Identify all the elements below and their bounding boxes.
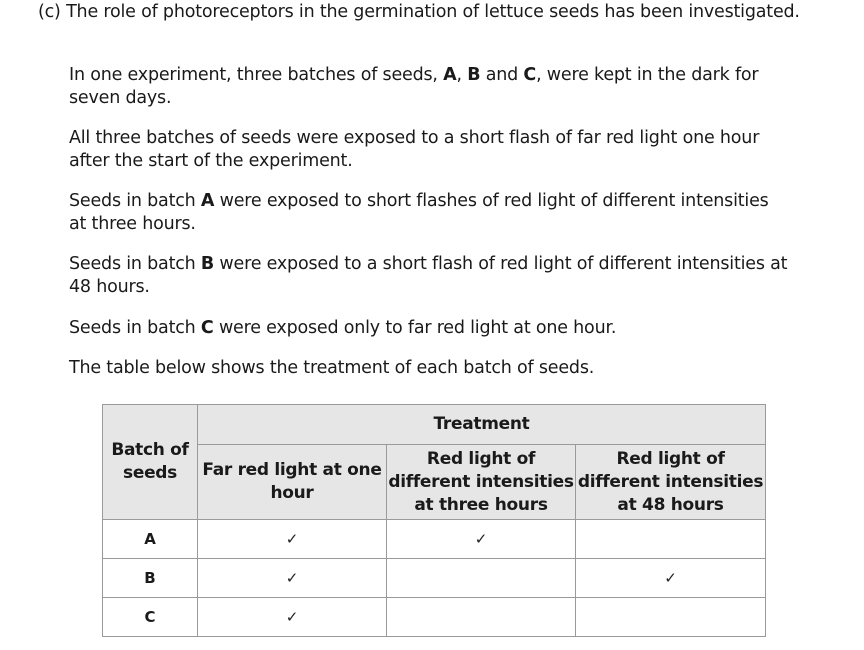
p4-text-after: were exposed to a short flash of red light of different intensities at 48 hours.: [69, 254, 788, 297]
paragraph-batch-a: [69, 190, 789, 236]
p1-batch-a: A: [443, 65, 457, 85]
p5-batch: C: [200, 318, 214, 338]
batch-cell: C: [103, 598, 198, 637]
table-row: [103, 520, 766, 559]
paragraph-batch-b: [69, 253, 789, 299]
tick-cell: [576, 520, 766, 559]
p5-text-before: Seeds in batch: [69, 318, 201, 338]
table-row: [103, 598, 766, 637]
column-header-red-48-hours: Red light of different intensities at 48 hours: [576, 445, 766, 520]
p3-batch: A: [200, 191, 215, 211]
p4-batch: B: [200, 254, 215, 274]
tick-cell: [387, 598, 576, 637]
paragraph-far-red: All three batches of seeds were exposed to a short flash of far red light one hour after the start of the experiment.: [69, 128, 760, 171]
p1-text-before: In one experiment, three batches of seeds,: [69, 65, 444, 85]
tick-cell: ✓: [198, 559, 387, 598]
question-intro: [38, 1, 800, 24]
question-intro-text: The role of photoreceptors in the germination of lettuce seeds has been investigated.: [66, 2, 800, 22]
p3-text-before: Seeds in batch: [69, 191, 201, 211]
table-row: [103, 559, 766, 598]
treatment-header: Treatment: [198, 405, 766, 445]
tick-cell: ✓: [387, 520, 576, 559]
p1-batch-c: C: [523, 65, 537, 85]
p5-text-after: were exposed only to far red light at one hour.: [213, 318, 617, 338]
p4-text-before: Seeds in batch: [69, 254, 201, 274]
p1-and: and: [480, 65, 524, 85]
tick-cell: ✓: [576, 559, 766, 598]
tick-cell: [576, 598, 766, 637]
p1-text-after: , were kept in the dark for seven days.: [69, 65, 759, 108]
tick-cell: ✓: [198, 520, 387, 559]
paragraph-table-intro: The table below shows the treatment of each batch of seeds.: [69, 358, 595, 378]
column-header-red-three-hours: Red light of different intensities at three hours: [387, 445, 576, 520]
batch-header: Batch of seeds: [103, 405, 198, 520]
question-label: (c): [38, 2, 61, 22]
batch-cell: B: [103, 559, 198, 598]
tick-cell: ✓: [198, 598, 387, 637]
p1-batch-b: B: [467, 65, 481, 85]
column-header-far-red: Far red light at one hour: [198, 445, 387, 520]
p3-text-after: were exposed to short flashes of red light of different intensities at three hours.: [69, 191, 769, 234]
paragraph-experiment: [69, 64, 789, 110]
paragraph-batch-c: [69, 317, 789, 340]
tick-cell: [387, 559, 576, 598]
p1-comma: ,: [456, 65, 468, 85]
batch-cell: A: [103, 520, 198, 559]
treatment-table: [102, 404, 766, 637]
